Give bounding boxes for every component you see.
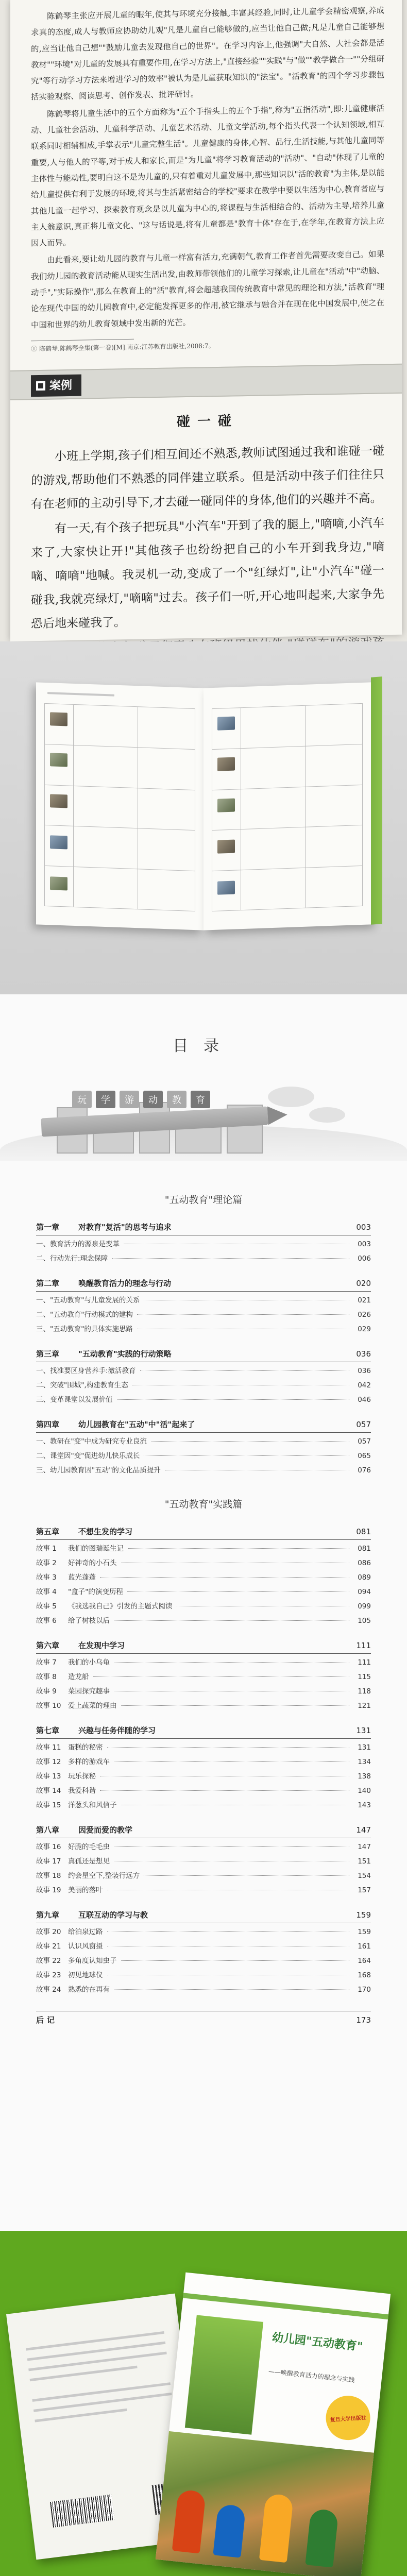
entry-page: 151 [358, 1857, 371, 1866]
toc-chapter [36, 1278, 371, 1335]
entry-page: 147 [358, 1843, 371, 1851]
dot-leader [107, 1931, 350, 1932]
child-figure [259, 2493, 294, 2563]
entry-label: 故事 12 [36, 1758, 61, 1766]
toc-chapter-row[interactable] [36, 1824, 371, 1838]
table-photo [50, 794, 67, 808]
part-heading-practice: "五动教育"实践篇 [164, 1499, 243, 1510]
dot-leader [121, 1960, 350, 1961]
chapter-page: 131 [356, 1726, 371, 1735]
entry-title: 《我选我自己》引发的主题式阅读 [68, 1602, 173, 1611]
cover-title: 幼儿园"五动教育" [271, 2331, 364, 2354]
case-label: 案例 [49, 378, 73, 393]
dot-leader [107, 1747, 350, 1748]
entry-label: 故事 17 [36, 1857, 61, 1866]
body-paragraph-1: 陈鹤琴主张应开展儿童的暇年,使其与环境充分接触,丰富其经验,同时,让儿童学会精密观察,养成求真的态度,成人与教师应协助幼儿观"凡是儿童自己能够做的,应当让他自己做;凡是儿童自己能够想的,应当让他自己想""鼓励儿童去发现他自己的世界"。在学习内容上,他强调"大自然、大社会都是活教材""环境"对儿童的发展具有重要作用,在学习方法上,"直接经验""实践"与"做""教学做合一""分组研究"等行动学习方法来增进学习的效率"被认为是儿童获取知识的"法宝"。"活教育"的四个学习步骤包括实验观察、阅读思考、创作发表、批评研讨。 [31, 6, 384, 102]
chapter-page: 057 [356, 1420, 371, 1429]
child-figure [172, 2489, 206, 2553]
entry-label: 故事 18 [36, 1872, 61, 1880]
entry-page: 086 [358, 1559, 371, 1567]
cover-stripe [183, 2293, 388, 2319]
entry-page: 159 [358, 1928, 371, 1936]
entry-label: 故事 24 [36, 1986, 61, 1994]
toc-chapter [36, 1526, 371, 1626]
part-heading-theory: "五动教育"理论篇 [164, 1194, 243, 1206]
chapter-page: 081 [356, 1527, 371, 1536]
dot-leader [144, 1875, 349, 1876]
flag-tile: 育 [191, 1091, 210, 1108]
table-photo [217, 840, 235, 854]
toc-entry[interactable] [36, 1447, 371, 1462]
table-row-line [45, 785, 195, 790]
afterword-page: 173 [356, 2015, 371, 2025]
entry-title: 二、课堂因"变"促进幼儿快乐成长 [36, 1452, 140, 1460]
toc-chapter [36, 1348, 371, 1405]
chapter-title: 对教育"复活"的思考与追求 [78, 1223, 172, 1232]
toc-chapter-row[interactable] [36, 1526, 371, 1540]
open-book [36, 685, 371, 927]
dot-leader [117, 1399, 350, 1400]
table-row-line [212, 825, 362, 831]
toc-entry[interactable] [36, 1377, 371, 1391]
entry-page: 157 [358, 1886, 371, 1894]
entry-title: 蓝光蓬蓬 [68, 1573, 96, 1582]
toc-entry[interactable] [36, 1612, 371, 1626]
toc-entry[interactable] [36, 1923, 371, 1938]
book-page-photo [0, 0, 407, 641]
toc-entry[interactable] [36, 1433, 371, 1447]
afterword-title: 后记 [36, 2015, 58, 2025]
entry-page: 138 [358, 1772, 371, 1781]
chapter-title: 在发现中学习 [78, 1641, 125, 1650]
flag-tile: 玩 [72, 1091, 92, 1108]
entry-page: 021 [358, 1296, 371, 1304]
flag-tile: 游 [120, 1091, 139, 1108]
case-square-icon [36, 381, 45, 391]
cloud-shape [268, 1087, 314, 1107]
entry-page: 105 [358, 1617, 371, 1625]
chapter-page: 036 [356, 1349, 371, 1359]
toc-part-1 [36, 1222, 371, 1476]
footnote-divider [31, 339, 134, 341]
entry-label: 故事 15 [36, 1801, 61, 1809]
entry-title: 一、"五动教育"与儿童发展的关系 [36, 1296, 140, 1304]
dot-leader [151, 1441, 349, 1442]
toc-entry[interactable] [36, 1938, 371, 1952]
table-photo [50, 876, 67, 890]
toc-afterword [36, 2011, 371, 2025]
entry-label: 故事 6 [36, 1617, 57, 1625]
toc-entry[interactable] [36, 1654, 371, 1668]
toc-chapter-row[interactable] [36, 1278, 371, 1292]
entry-page: 168 [358, 1971, 371, 1979]
case-paragraph-2: 有一天,有个孩子把玩具"小汽车"开到了我的腿上,"嘀嘀,小汽车来了,大家快让开!"其他孩子也纷纷把自己的小车开到我身边,"嘀嘀、嘀嘀"地喊。我灵机一动,变成了一个"红绿灯",让"小汽车"碰一碰我,我就亮绿灯,"嘀嘀"过去。孩子们一听,开心地叫起来,大家争先恐后地来碰我了。 [31, 516, 384, 631]
entry-label: 故事 3 [36, 1573, 57, 1582]
entry-label: 故事 1 [36, 1545, 57, 1553]
entry-page: 170 [358, 1986, 371, 1994]
entry-page: 094 [358, 1588, 371, 1596]
table-column-line [73, 705, 74, 907]
entry-label: 故事 11 [36, 1743, 61, 1752]
text-line [27, 2342, 166, 2361]
dot-leader [100, 1790, 349, 1791]
entry-page: 036 [358, 1367, 371, 1375]
table-row-line [45, 744, 195, 750]
entry-page: 111 [358, 1658, 371, 1667]
entry-title: 二、行动先行:理念保障 [36, 1255, 108, 1263]
chapter-number: 第五章 [36, 1527, 60, 1536]
toc-entry[interactable] [36, 1554, 371, 1569]
entry-page: 131 [358, 1743, 371, 1752]
dot-leader [100, 1577, 349, 1578]
entry-title: "盒子"的演变历程 [68, 1588, 123, 1596]
cloud-shape [309, 1107, 345, 1123]
entry-page: 065 [358, 1452, 371, 1460]
open-book-right-page [204, 682, 371, 930]
cover-color-block [185, 2315, 263, 2434]
chapter-number: 第八章 [36, 1825, 60, 1835]
entry-title: 二、"五动教育"行动模式的建构 [36, 1311, 133, 1319]
entry-page: 006 [358, 1255, 371, 1263]
entry-title: 熟悉的在再有 [68, 1986, 110, 1994]
entry-page: 089 [358, 1573, 371, 1582]
entry-label: 故事 21 [36, 1942, 61, 1951]
toc-chapter [36, 1419, 371, 1476]
entry-title: 好神奇的小石头 [68, 1559, 117, 1567]
entry-page: 026 [358, 1311, 371, 1319]
dot-leader [128, 1548, 349, 1549]
toc-chapter-row[interactable] [36, 1348, 371, 1362]
entry-label: 故事 2 [36, 1559, 57, 1567]
entry-title: 一、教研在"变"中成为研究专业良流 [36, 1437, 147, 1446]
case-tag [31, 375, 81, 397]
toc-entry[interactable] [36, 1306, 371, 1320]
chapter-title: 唤醒教育活力的理念与行动 [78, 1279, 172, 1288]
entry-label: 故事 13 [36, 1772, 61, 1781]
dot-leader [137, 1314, 349, 1315]
case-title: 碰一碰 [176, 413, 239, 430]
toc-chapter [36, 1824, 371, 1896]
toc-entry[interactable] [36, 1391, 371, 1405]
entry-title: 一、找准要区身营养手:激活教育 [36, 1367, 136, 1375]
dot-leader [114, 1846, 349, 1847]
text-line [47, 692, 114, 697]
toc-chapter-row[interactable] [36, 1909, 371, 1923]
entry-title: 给了树枝以后 [68, 1617, 110, 1625]
chapter-title: 不想生发的学习 [78, 1527, 133, 1536]
chapter-number: 第六章 [36, 1641, 60, 1650]
toc-chapter [36, 1909, 371, 1995]
chapter-page: 111 [356, 1641, 371, 1650]
entry-title: 多样的游戏车 [68, 1758, 110, 1766]
entry-title: 多角度认知虫子 [68, 1957, 117, 1965]
entry-page: 134 [358, 1758, 371, 1766]
toc-chapter [36, 1640, 371, 1711]
chapter-title: 因爱而爱的教学 [78, 1825, 133, 1835]
chapter-page: 159 [356, 1910, 371, 1920]
entry-title: 我爱科谐 [68, 1787, 96, 1795]
table-row-line [212, 866, 362, 871]
dot-leader [114, 1989, 349, 1990]
dot-leader [121, 1705, 350, 1706]
entry-label: 故事 14 [36, 1787, 61, 1795]
entry-title: 我们的图瑞诞生记 [68, 1545, 124, 1553]
page-body-text [10, 0, 402, 732]
table-of-contents [0, 994, 407, 2231]
cover-sticker: 复旦大学出版社 [325, 2394, 372, 2442]
flag-tile: 动 [143, 1091, 163, 1108]
entry-label: 故事 8 [36, 1673, 57, 1681]
cover-photo [156, 2431, 374, 2576]
table-photo [217, 799, 235, 812]
chapter-title: 幼儿园教育在"五动"中"活"起来了 [78, 1420, 195, 1429]
toc-entry[interactable] [36, 1598, 371, 1612]
table-photo [217, 717, 235, 731]
entry-page: 118 [358, 1687, 371, 1696]
toc-entry[interactable] [36, 1250, 371, 1264]
toc-entry[interactable] [36, 1882, 371, 1896]
table-photo [50, 835, 67, 849]
entry-page: 143 [358, 1801, 371, 1809]
entry-page: 154 [358, 1872, 371, 1880]
entry-page: 140 [358, 1787, 371, 1795]
toc-title: 目录 [173, 1037, 234, 1055]
toc-entry[interactable] [36, 1540, 371, 1554]
entry-page: 121 [358, 1702, 371, 1710]
entry-label: 故事 19 [36, 1886, 61, 1894]
chapter-page: 020 [356, 1279, 371, 1288]
case-banner [10, 364, 402, 400]
chapter-number: 第一章 [36, 1223, 60, 1232]
entry-label: 故事 22 [36, 1957, 61, 1965]
activity-table [44, 703, 195, 911]
entry-page: 046 [358, 1396, 371, 1404]
toc-chapter-row[interactable] [36, 1419, 371, 1433]
entry-title: 我们的小乌龟 [68, 1658, 110, 1667]
table-photo [217, 757, 235, 771]
open-book-photo [0, 641, 407, 994]
table-photo [217, 881, 235, 895]
entry-title: 爱上蔬菜的理由 [68, 1702, 117, 1710]
entry-title: 初见地球仪 [68, 1971, 103, 1979]
entry-title: 菜园探究趣事 [68, 1687, 110, 1696]
entry-page: 003 [358, 1240, 371, 1248]
toc-entry[interactable] [36, 1967, 371, 1981]
toc-entry[interactable] [36, 1569, 371, 1583]
entry-title: 认识风窗摄 [68, 1942, 103, 1951]
chapter-title: 互联互动的学习与教 [78, 1910, 148, 1920]
entry-label: 故事 7 [36, 1658, 57, 1667]
chapter-page: 003 [356, 1223, 371, 1232]
chapter-number: 第七章 [36, 1726, 60, 1735]
toc-entry[interactable] [36, 1981, 371, 1995]
text-line [32, 2382, 171, 2402]
chapter-number: 第三章 [36, 1349, 60, 1359]
table-row-line [45, 866, 195, 871]
entry-title: 好脆的毛毛虫 [68, 1843, 110, 1851]
child-figure [213, 2504, 246, 2558]
chapter-title: "五动教育"实践的行动策略 [78, 1349, 172, 1359]
footnote: ① 陈鹤琴.陈鹤琴全集(第一卷)[M].南京:江苏教育出版社,2008:7。 [31, 342, 215, 353]
entry-label: 故事 23 [36, 1971, 61, 1979]
entry-label: 故事 10 [36, 1702, 61, 1710]
flag-tile: 教 [167, 1091, 186, 1108]
toc-entry[interactable] [36, 1782, 371, 1797]
entry-title: 一、教育活力的源泉是变革 [36, 1240, 120, 1248]
chapter-title: 兴趣与任务伴随的学习 [78, 1726, 156, 1735]
entry-title: 造龙船 [68, 1673, 89, 1681]
dot-leader [114, 1662, 349, 1663]
dot-leader [144, 1455, 349, 1456]
chapter-number: 第九章 [36, 1910, 60, 1920]
child-figure [305, 2509, 338, 2568]
toc-illustration [0, 1076, 407, 1179]
entry-label: 故事 16 [36, 1843, 61, 1851]
toc-part-2 [36, 1526, 371, 1995]
entry-page: 042 [358, 1381, 371, 1389]
text-line [35, 2409, 127, 2422]
dot-leader [127, 1591, 349, 1592]
text-line [33, 2393, 172, 2412]
entry-title: 玩乐探秘 [68, 1772, 96, 1781]
toc-entry[interactable] [36, 1867, 371, 1882]
toc-entry[interactable] [36, 1235, 371, 1250]
entry-title: 三、"五动教育"的具体实施思路 [36, 1325, 133, 1333]
toc-entry[interactable] [36, 1683, 371, 1697]
toc-entry[interactable] [36, 1697, 371, 1711]
front-cover [156, 2273, 391, 2576]
toc-entry[interactable] [36, 1292, 371, 1306]
cover-subtitle: ——唤醒教育活力的理念与实践 [268, 2367, 355, 2384]
afterword-row[interactable] [36, 2011, 371, 2025]
chapter-number: 第四章 [36, 1420, 60, 1429]
entry-title: 蛋糕的秘密 [68, 1743, 103, 1752]
toc-entry[interactable] [36, 1952, 371, 1967]
text-line [28, 2352, 167, 2371]
table-row-line [45, 825, 195, 831]
entry-title: 洋葱头和风信子 [68, 1801, 117, 1809]
dot-leader [93, 1676, 350, 1677]
toc-chapter-row[interactable] [36, 1222, 371, 1235]
cover-edge [371, 676, 382, 925]
table-column-line [305, 706, 306, 908]
toc-entry[interactable] [36, 1739, 371, 1753]
toc-chapter-row[interactable] [36, 1640, 371, 1654]
case-paragraph-1: 小班上学期,孩子们相互间还不熟悉,教师试图通过我和谁碰一碰的游戏,帮助他们不熟悉的同伴建立联系。但是活动中孩子们往往只有在老师的主动引导下,才去碰一碰同伴的身体,他们的兴趣并不高。 [31, 444, 384, 512]
entry-page: 076 [358, 1466, 371, 1475]
entry-title: 美丽的落叶 [68, 1886, 103, 1894]
toc-entry[interactable] [36, 1853, 371, 1867]
book-page [10, 0, 402, 641]
book-covers-photo [0, 2231, 407, 2576]
toc-entry[interactable] [36, 1362, 371, 1377]
table-photo [50, 753, 67, 767]
chapter-number: 第二章 [36, 1279, 60, 1288]
toc-entry[interactable] [36, 1797, 371, 1811]
entry-page: 057 [358, 1437, 371, 1446]
entry-title: 约会星空下,整装行远方 [68, 1872, 140, 1880]
entry-page: 161 [358, 1942, 371, 1951]
open-book-left-page [36, 682, 204, 930]
entry-page: 164 [358, 1957, 371, 1965]
toc-entry[interactable] [36, 1583, 371, 1598]
dot-leader [114, 1761, 349, 1762]
toc-entry[interactable] [36, 1753, 371, 1768]
entry-title: 三、变革课堂以发展价值 [36, 1396, 113, 1404]
entry-title: 真孤还是想见 [68, 1857, 110, 1866]
flag-banner [72, 1091, 210, 1108]
toc-entry[interactable] [36, 1768, 371, 1782]
entry-page: 115 [358, 1673, 371, 1681]
entry-label: 故事 4 [36, 1588, 57, 1596]
dot-leader [140, 1370, 349, 1371]
entry-label: 故事 20 [36, 1928, 61, 1936]
toc-chapter-row[interactable] [36, 1725, 371, 1739]
toc-entry[interactable] [36, 1320, 371, 1335]
entry-page: 029 [358, 1325, 371, 1333]
entry-page: 099 [358, 1602, 371, 1611]
entry-title: 二、突破"围城",构建教育生态 [36, 1381, 128, 1389]
chapter-page: 147 [356, 1825, 371, 1835]
toc-chapter [36, 1222, 371, 1264]
table-row-line [212, 744, 362, 750]
body-paragraph-3: 由此看来,要让幼儿园的教育与儿童一样富有活力,充满朝气,教育工作者首先需要改变自己。如果我们幼儿园的教育活动能从现实生活出发,由教师带领他们的儿童学习探索,让儿童在"活动"中"动脑、动手","实际操作",那么在教育上的"活"教育,将会超越我国传统教育中常见的理论和方法,"活教育"理论在现代中国的幼儿园教育中,必定能发挥更多的作用,被它继承与融合并在现在化中国发展中,使之在中国和世界的幼儿教育领域中发出新的光芒。 [31, 249, 384, 330]
table-photo [50, 712, 67, 726]
body-paragraph-2: 陈鹤琴将儿童生活中的五个方面称为"五个手指头上的五个手指",称为"五指活动",即:儿童健康活动、儿童社会活动、儿童科学活动、儿童艺术活动、儿童文学活动,每个指头代表一个认知领域,相互联系同时相辅相成,手掌表示"儿童完整生活"。儿童健康的身体,心智、品行,生活技能,与其他儿童同等重要,人与他人的平等,对于成人和家长,而是"为儿童"将学习教育活动的"活动"、"自动"体现了儿童的主体性与能动性,要明白这不是为儿童的,只有着重对儿童发展中,那些知识以"活的教育"为主体,是以能给儿童提供有利于发展的环境,将其与生活紧密结合的学校"要求在教学中要以生活为中心,教育者应与其他儿童一起学习、探索教育观念是以儿童为中心的,将课程与生活相结合的、活动为主导,培养儿童主人翁意识,真正将儿童文化、"这与话说是,将有儿童都是"教育十体"存在于,在学年,在教育方法上应因人而异。 [31, 104, 384, 248]
toc-chapter [36, 1725, 371, 1811]
entry-label: 故事 9 [36, 1687, 57, 1696]
entry-page: 081 [358, 1545, 371, 1553]
entry-label: 故事 5 [36, 1602, 57, 1611]
toc-entry[interactable] [36, 1668, 371, 1683]
activity-table [212, 703, 363, 911]
dot-leader [114, 1620, 349, 1621]
entry-title: 给泊泉过路 [68, 1928, 103, 1936]
table-row-line [212, 785, 362, 790]
barcode-icon [50, 2495, 114, 2528]
dot-leader [112, 1258, 349, 1259]
toc-entry[interactable] [36, 1462, 371, 1476]
text-line [26, 2331, 164, 2351]
flag-tile: 学 [96, 1091, 115, 1108]
toc-entry[interactable] [36, 1838, 371, 1853]
entry-title: 三、幼儿园教育因"五动"的文化品质提升 [36, 1466, 161, 1475]
